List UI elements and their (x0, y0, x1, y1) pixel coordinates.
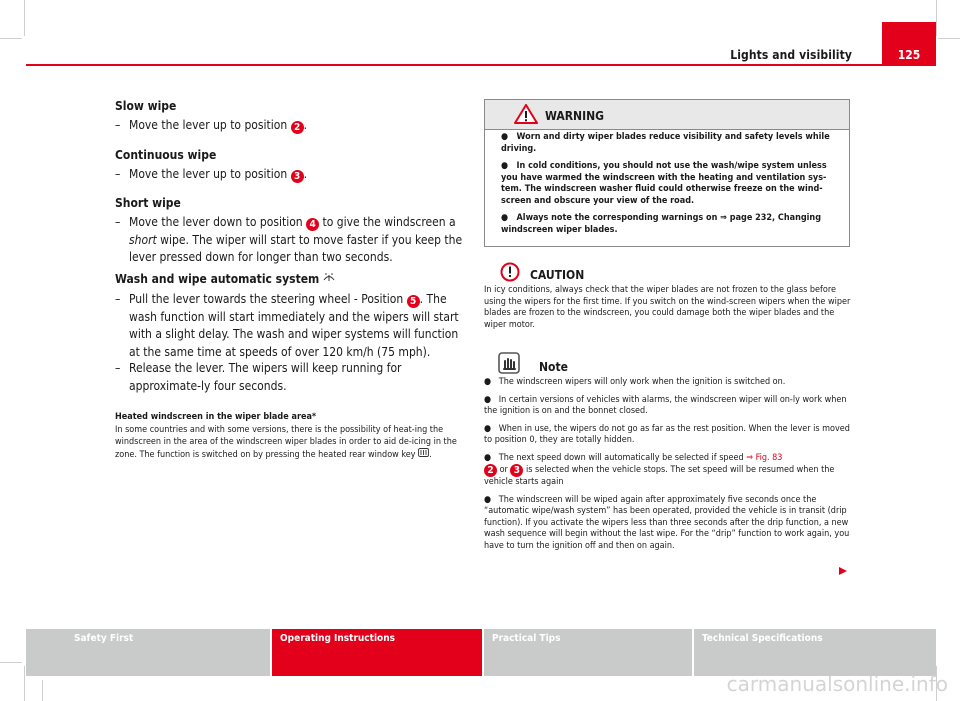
crop-mark (0, 662, 22, 663)
crop-mark (24, 0, 25, 36)
note-item: ● The windscreen will be wiped again after approximately five seconds once the “automatic wipe/wash system” has been operated, provided the vehicle is in transit (drip function). If you activate the wipers less than three seconds after the drip function, a new wash sequence will begin without the last wipe. For the “drip” function to work again, you have to turn the ignition off and then on again. (484, 494, 850, 551)
warning-item: ● Worn and dirty wiper blades reduce visibility and safety levels while driving. (501, 132, 830, 154)
position-marker: 3 (510, 464, 523, 477)
warning-triangle-icon (514, 104, 538, 124)
header-rule (26, 64, 936, 66)
footer-tab-operating-instructions[interactable]: Operating Instructions (272, 629, 482, 676)
position-marker: 3 (291, 170, 304, 183)
warning-body (501, 132, 841, 242)
continue-arrow-icon (838, 566, 848, 576)
page-number: 125 (882, 22, 936, 66)
note-title: Note (539, 360, 568, 374)
footer-tab-practical-tips[interactable]: Practical Tips (484, 629, 692, 676)
slow-wipe-heading: Slow wipe (115, 99, 177, 113)
warning-box (484, 99, 850, 247)
crop-mark (938, 38, 960, 39)
warning-header (485, 100, 849, 130)
note-item: ● The next speed down will automatically be selected if speed ⇒ Fig. 83 2 or 3 is selected when the vehicle stops. The set speed will be resumed when the vehicle starts again (484, 452, 835, 487)
warning-title: WARNING (545, 109, 604, 123)
note-icon (498, 352, 520, 374)
note-item: ● The windscreen wipers will only work when the ignition is switched on. (484, 377, 786, 387)
wash-wipe-symbol-icon (323, 272, 335, 283)
heated-windscreen-heading: Heated windscreen in the wiper blade area* (115, 412, 317, 422)
crop-mark (936, 0, 937, 36)
continuous-wipe-heading: Continuous wipe (115, 148, 217, 162)
wash-wipe-heading: Wash and wipe automatic system (115, 272, 335, 286)
position-marker: 2 (484, 464, 497, 477)
short-wipe-heading: Short wipe (115, 196, 181, 210)
watermark: carmanualsonline.info (726, 672, 948, 696)
heated-windscreen-text: In some countries and with some versions, there is the possibility of heat-ing the windscreen in the area of the windscreen wiper blades in order to aid de-icing in the zone. The function is switched on by pressing the heated rear window key . (115, 425, 457, 460)
crop-mark (42, 680, 43, 701)
note-items (484, 377, 854, 558)
warning-item: ● Always note the corresponding warnings on ⇒ page 232, Changing windscreen wiper blades. (501, 213, 821, 235)
crop-mark (0, 38, 22, 39)
heated-rear-window-icon (418, 448, 429, 458)
caution-icon (500, 262, 520, 282)
footer-tab-safety-first[interactable]: Safety First (26, 629, 270, 676)
caution-title: CAUTION (530, 268, 585, 282)
page-title: Lights and visibility (730, 48, 852, 62)
fig-83-link[interactable]: ⇒ Fig. 83 (746, 452, 783, 463)
position-marker: 2 (291, 121, 304, 134)
position-marker: 4 (306, 218, 319, 231)
warning-item: ● In cold conditions, you should not use the wash/wipe system unless you have warmed the windscreen with the heating and ventilation sys-tem. The windscreen washer fluid could otherwise freeze on the wind-screen and obscure your view of the road. (501, 161, 827, 206)
footer-tab-technical-specifications[interactable]: Technical Specifications (694, 629, 936, 676)
note-item: ● In certain versions of vehicles with alarms, the windscreen wiper will on-ly work when the ignition is on and the bonnet closed. (484, 394, 847, 416)
caution-text: In icy conditions, always check that the wiper blades are not frozen to the glass before using the wipers for the first time. If you switch on the wind-screen wipers when the wiper blades are frozen to the windscreen, you could damage both the wiper blades and the wiper motor. (484, 285, 851, 330)
note-item: ● When in use, the wipers do not go as far as the rest position. When the lever is moved to position 0, they are totally hidden. (484, 423, 850, 445)
crop-mark (24, 666, 25, 701)
position-marker: 5 (407, 295, 420, 308)
